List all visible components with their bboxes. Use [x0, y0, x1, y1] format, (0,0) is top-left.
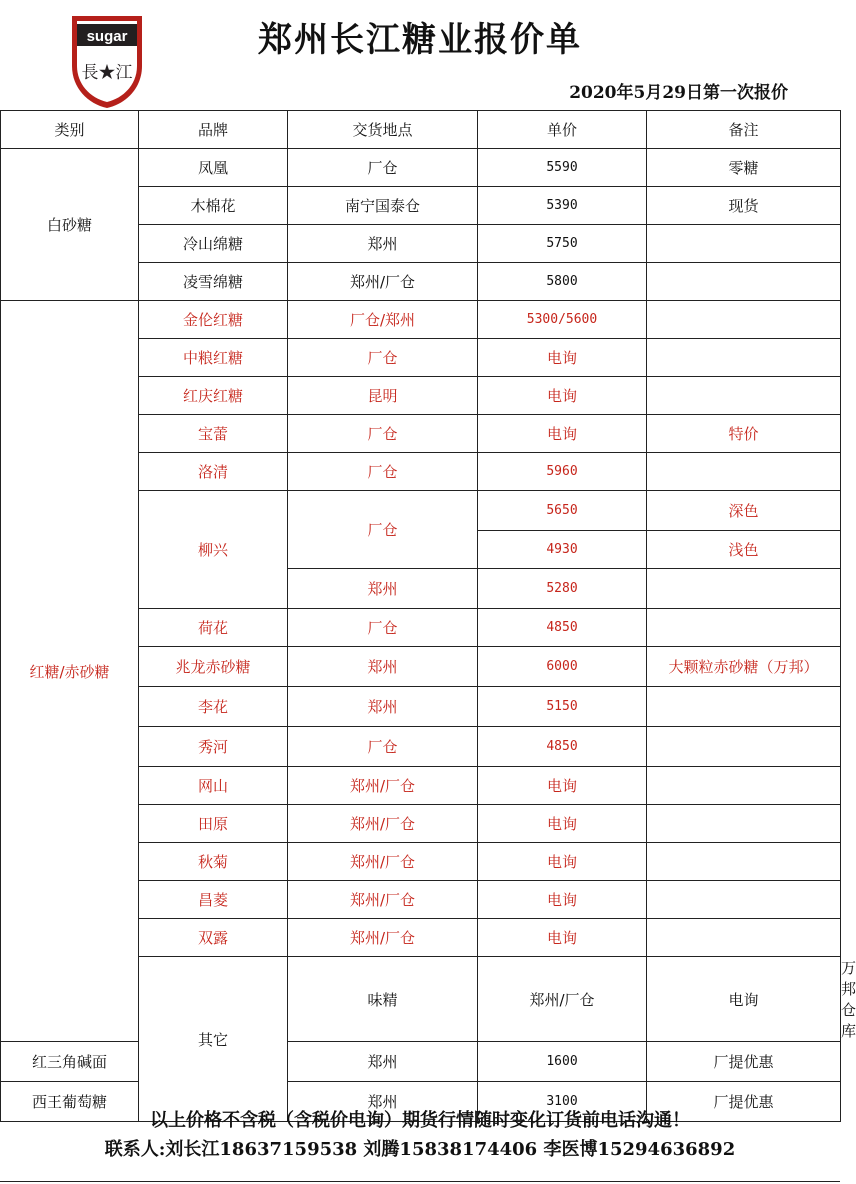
brand-cell: 秀河 [139, 727, 288, 767]
header-location: 交货地点 [288, 111, 478, 149]
location-cell: 郑州 [288, 225, 478, 263]
location-cell: 厂仓 [288, 339, 478, 377]
note-cell [647, 301, 841, 339]
price-cell: 5590 [478, 149, 647, 187]
brand-cell: 双露 [139, 919, 288, 957]
location-cell: 昆明 [288, 377, 478, 415]
location-cell: 郑州/厂仓 [288, 767, 478, 805]
table-row [1, 1042, 841, 1082]
page-title: 郑州长江糖业报价单 [258, 20, 582, 60]
contact-text: 联系人:刘长江18637159538 刘腾15838174406 李医博15294636892 [104, 1139, 736, 1160]
price-cell: 5800 [478, 263, 647, 301]
note-cell: 深色 [647, 491, 841, 531]
brand-cell: 中粮红糖 [139, 339, 288, 377]
brand-cell: 凌雪绵糖 [139, 263, 288, 301]
brand-cell: 红三角碱面 [1, 1042, 139, 1082]
location-cell: 厂仓 [288, 453, 478, 491]
note-cell: 现货 [647, 187, 841, 225]
location-cell: 郑州/厂仓 [288, 881, 478, 919]
note-cell [647, 569, 841, 609]
note-cell [647, 919, 841, 957]
note-cell [647, 453, 841, 491]
logo-top-text: sugar [86, 28, 128, 45]
price-cell: 4850 [478, 609, 647, 647]
brand-cell: 网山 [139, 767, 288, 805]
note-cell [647, 881, 841, 919]
location-cell: 郑州 [288, 1042, 478, 1082]
price-cell: 3100 [478, 1082, 647, 1122]
brand-cell: 兆龙赤砂糖 [139, 647, 288, 687]
note-cell [647, 805, 841, 843]
note-cell [647, 609, 841, 647]
price-cell: 5750 [478, 225, 647, 263]
footer [0, 1106, 840, 1164]
price-cell: 5390 [478, 187, 647, 225]
brand-cell: 西王葡萄糖 [1, 1082, 139, 1122]
price-cell: 电询 [478, 415, 647, 453]
location-cell: 郑州 [288, 1082, 478, 1122]
location-cell: 郑州/厂仓 [288, 843, 478, 881]
location-cell: 郑州/厂仓 [478, 957, 647, 1042]
note-cell: 浅色 [647, 531, 841, 569]
price-cell: 电询 [478, 767, 647, 805]
price-cell: 6000 [478, 647, 647, 687]
price-cell: 5960 [478, 453, 647, 491]
location-cell: 厂仓 [288, 415, 478, 453]
location-cell: 郑州 [288, 687, 478, 727]
brand-cell: 木棉花 [139, 187, 288, 225]
location-cell: 厂仓 [288, 149, 478, 187]
price-cell: 电询 [478, 843, 647, 881]
brand-cell: 冷山绵糖 [139, 225, 288, 263]
note-cell: 零糖 [647, 149, 841, 187]
location-cell: 郑州/厂仓 [288, 919, 478, 957]
brand-cell: 荷花 [139, 609, 288, 647]
brand-cell: 红庆红糖 [139, 377, 288, 415]
group-other: 其它 [139, 957, 288, 1122]
brand-cell: 洛清 [139, 453, 288, 491]
brand-cell: 李花 [139, 687, 288, 727]
note-cell [647, 225, 841, 263]
price-cell: 电询 [478, 919, 647, 957]
brand-cell: 柳兴 [139, 491, 288, 609]
price-table [0, 110, 856, 1122]
price-cell: 电询 [478, 805, 647, 843]
note-cell [647, 263, 841, 301]
location-cell: 厂仓/郑州 [288, 301, 478, 339]
table-row: 其它 味精 郑州/厂仓 电询 万邦仓库 [1, 957, 841, 1042]
price-cell: 4850 [478, 727, 647, 767]
location-cell: 郑州/厂仓 [288, 805, 478, 843]
group-white-sugar: 白砂糖 [1, 149, 139, 301]
note-cell: 厂提优惠 [647, 1042, 841, 1082]
location-cell: 厂仓 [288, 609, 478, 647]
brand-cell: 宝蕾 [139, 415, 288, 453]
header-brand: 品牌 [139, 111, 288, 149]
note-cell [647, 339, 841, 377]
bottom-border [0, 1181, 840, 1182]
note-cell [647, 767, 841, 805]
price-cell: 4930 [478, 531, 647, 569]
brand-cell: 金伦红糖 [139, 301, 288, 339]
location-cell: 郑州 [288, 569, 478, 609]
price-cell: 5280 [478, 569, 647, 609]
note-cell [647, 843, 841, 881]
group-brown-sugar: 红糖/赤砂糖 [1, 301, 139, 1042]
table-row [1, 149, 841, 187]
note-cell: 厂提优惠 [647, 1082, 841, 1122]
location-cell: 厂仓 [288, 491, 478, 569]
note-cell: 特价 [647, 415, 841, 453]
brand-cell: 味精 [288, 957, 478, 1042]
price-cell: 5300/5600 [478, 301, 647, 339]
price-cell: 电询 [478, 339, 647, 377]
price-cell: 5150 [478, 687, 647, 727]
brand-cell: 田原 [139, 805, 288, 843]
location-cell: 厂仓 [288, 727, 478, 767]
price-cell: 电询 [478, 881, 647, 919]
location-cell: 郑州 [288, 647, 478, 687]
disclaimer-text: 以上价格不含税（含税价电询）期货行情随时变化订货前电话沟通！ [150, 1110, 690, 1131]
price-cell: 5650 [478, 491, 647, 531]
price-cell: 1600 [478, 1042, 647, 1082]
table-row [1, 301, 841, 339]
header-price: 单价 [478, 111, 647, 149]
price-cell: 电询 [478, 377, 647, 415]
note-cell [647, 687, 841, 727]
note-cell: 大颗粒赤砂糖（万邦） [647, 647, 841, 687]
note-cell [647, 727, 841, 767]
header-note: 备注 [647, 111, 841, 149]
location-cell: 郑州/厂仓 [288, 263, 478, 301]
header-category: 类别 [1, 111, 139, 149]
table-header-row [1, 111, 841, 149]
brand-cell: 秋菊 [139, 843, 288, 881]
quote-date: 2020年5月29日第一次报价 [569, 83, 788, 103]
brand-cell: 凤凰 [139, 149, 288, 187]
brand-cell: 昌菱 [139, 881, 288, 919]
price-cell: 电询 [647, 957, 841, 1042]
note-cell [647, 377, 841, 415]
location-cell: 南宁国泰仓 [288, 187, 478, 225]
logo-bottom-text: 長★江 [81, 63, 133, 83]
